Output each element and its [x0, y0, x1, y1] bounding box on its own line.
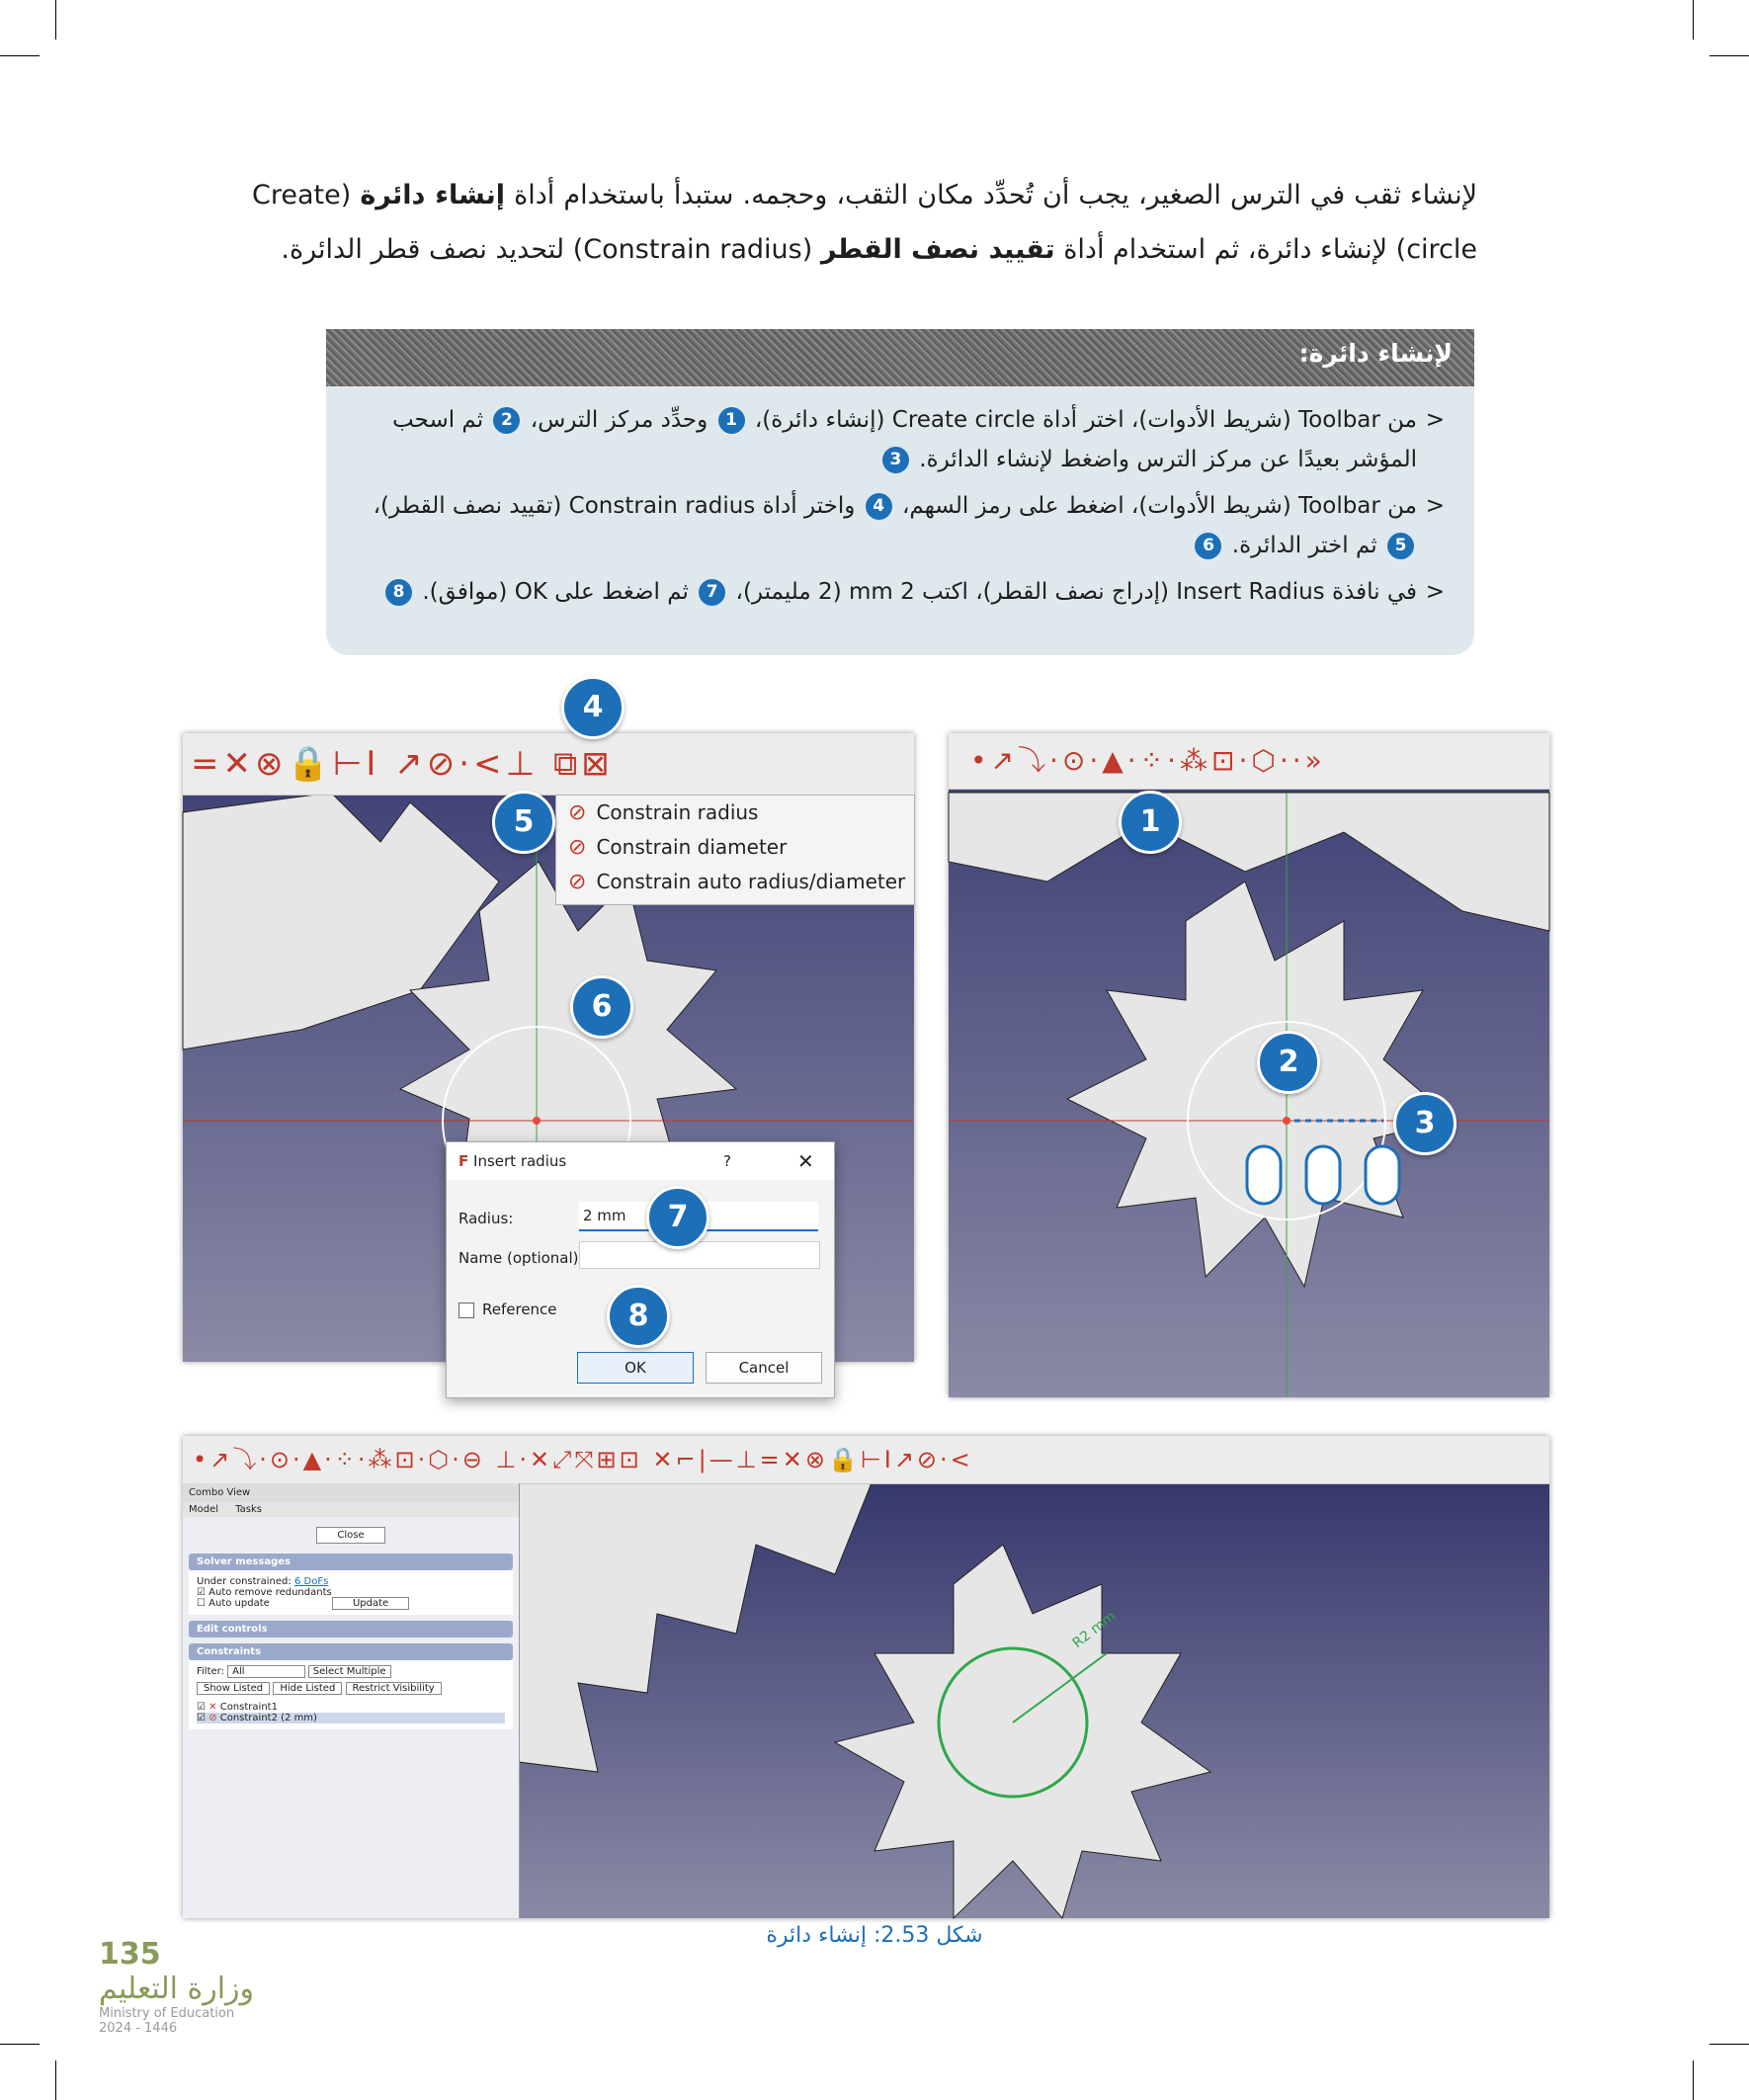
crop-mark — [1709, 2044, 1749, 2045]
step-number: 4 — [866, 493, 892, 520]
constrain-dropdown[interactable] — [555, 795, 915, 905]
hide-listed-button[interactable]: Hide Listed — [273, 1682, 342, 1695]
show-listed-button[interactable]: Show Listed — [197, 1682, 270, 1695]
callout-3: 3 — [1393, 1092, 1457, 1155]
tab-model[interactable]: Model — [189, 1504, 219, 1515]
radius-dimension-label: R2 mm — [1069, 1608, 1120, 1652]
radius-icon: ⊘ — [208, 1713, 217, 1723]
constraint-row[interactable]: ☑ ⊘ Constraint2 (2 mm) — [197, 1713, 505, 1723]
step-arrow-icon: < — [1425, 407, 1445, 433]
screenshot-create-circle — [949, 733, 1549, 1397]
callout-8: 8 — [607, 1285, 670, 1348]
year-label: 2024 - 1446 — [99, 2021, 178, 2036]
step-number: 8 — [385, 579, 412, 606]
mouse-icon — [1366, 1146, 1399, 1204]
constraints-body: Filter: All Select Multiple Show Listed Hide Listed Restrict Visibility ☑ ✕ Constraint1 ☑ ⊘ Constraint2 (2 mm) — [189, 1660, 513, 1729]
dofs-link[interactable]: 6 DoFs — [293, 1576, 329, 1587]
gear-canvas — [949, 733, 1549, 1397]
cancel-button[interactable]: Cancel — [706, 1352, 822, 1384]
radius-input[interactable]: 2 mm — [579, 1202, 818, 1231]
instruction-box-header — [326, 329, 1474, 386]
help-button[interactable]: ? — [723, 1152, 731, 1170]
radius-icon: ⊘ — [568, 800, 587, 825]
step-arrow-icon: < — [1425, 579, 1445, 605]
auto-remove-checkbox[interactable]: ☑ Auto remove redundants — [197, 1587, 332, 1598]
instruction-box-title: لإنشاء دائرة: — [1298, 339, 1453, 368]
step-number: 3 — [882, 447, 909, 473]
menu-item-constrain-radius[interactable]: ⊘ Constrain radius — [568, 800, 759, 825]
radius-label: Radius: — [458, 1210, 514, 1227]
auto-radius-icon: ⊘ — [568, 870, 587, 894]
intro-bold-constrain-radius: تقييد نصف القطر — [820, 234, 1055, 265]
step-number: 2 — [493, 407, 520, 434]
instruction-steps — [326, 386, 1474, 612]
constraints-header[interactable]: Constraints — [189, 1643, 513, 1660]
step-number: 5 — [1387, 533, 1414, 559]
crop-mark — [1693, 2060, 1694, 2100]
crop-mark — [55, 0, 56, 40]
callout-6: 6 — [570, 975, 633, 1039]
crop-mark — [55, 2060, 56, 2100]
menu-item-constrain-auto[interactable]: ⊘ Constrain auto radius/diameter — [568, 870, 906, 894]
intro-text: لإنشاء ثقب في الترس الصغير، يجب أن تُحدِّد مكان الثقب، وحجمه. ستبدأ باستخدام أداة — [505, 180, 1477, 210]
page-footer — [99, 1937, 254, 2036]
figure-caption: شكل 2.53: إنشاء دائرة — [766, 1923, 983, 1948]
panel-title: Combo View — [183, 1483, 519, 1502]
auto-update-checkbox[interactable]: ☐ Auto update Update — [197, 1598, 505, 1609]
dialog-titlebar — [447, 1142, 834, 1180]
close-task-button[interactable]: Close — [316, 1527, 384, 1544]
crop-mark — [0, 55, 40, 56]
name-input[interactable] — [579, 1241, 820, 1269]
checkbox-box[interactable] — [458, 1302, 474, 1318]
solver-messages-header[interactable]: Solver messages — [189, 1554, 513, 1570]
step-item: < في نافذة Insert Radius (إدراج نصف القطر)، اكتب 2 mm (2 مليمتر)، 7 ثم اضغط على OK (موافق). 8 — [356, 572, 1445, 612]
mouse-icon — [1306, 1146, 1340, 1204]
page-number: 135 — [99, 1937, 161, 1972]
name-label: Name (optional) — [458, 1249, 579, 1267]
insert-radius-dialog — [446, 1141, 835, 1398]
restrict-visibility-button[interactable]: Restrict Visibility — [346, 1682, 442, 1695]
update-button[interactable]: Update — [332, 1597, 409, 1610]
close-button[interactable]: ✕ — [797, 1149, 814, 1173]
tab-tasks[interactable]: Tasks — [235, 1504, 263, 1515]
crop-mark — [0, 2044, 40, 2045]
callout-1: 1 — [1119, 791, 1182, 854]
dialog-title: Insert radius — [473, 1152, 567, 1170]
freecad-icon: F — [458, 1152, 469, 1170]
panel-tabs — [183, 1502, 519, 1517]
step-number: 1 — [718, 407, 745, 434]
center-point — [533, 1117, 541, 1125]
constraint-row[interactable]: ☑ ✕ Constraint1 — [197, 1702, 278, 1713]
step-item: < من Toolbar (شريط الأدوات)، اضغط على رمز السهم، 4 واختر أداة Constrain radius (تقييد نصف القطر)، 5 ثم اختر الدائرة. 6 — [356, 486, 1445, 565]
step-number: 7 — [699, 579, 725, 606]
callout-5: 5 — [492, 791, 555, 854]
crop-mark — [1693, 0, 1694, 40]
intro-text: (Create circle) لإنشاء دائرة، ثم استخدام أداة — [252, 180, 1477, 265]
center-point — [1283, 1117, 1291, 1125]
step-item: < من Toolbar (شريط الأدوات)، اختر أداة Create circle (إنشاء دائرة)، 1 وحدِّد مركز الترس، 2 ثم اسحب المؤشر بعيدًا عن مركز الترس واضغط لإنشاء الدائرة. 3 — [356, 400, 1445, 479]
combo-view-panel — [183, 1483, 520, 1918]
ministry-english: Ministry of Education — [99, 2006, 235, 2021]
sketcher-toolbar[interactable]: •↗⤵·⊙·▲·⁘·⁂⊡·⬡··» — [949, 733, 1549, 790]
coincident-icon: ✕ — [208, 1702, 217, 1713]
mouse-icon — [1247, 1146, 1281, 1204]
step-number: 6 — [1195, 533, 1221, 559]
sketcher-toolbar[interactable]: =✕⊗🔒⊢I ↗⊘·<⊥ ⧉⊠ — [183, 733, 914, 796]
callout-4: 4 — [561, 676, 625, 739]
edit-controls-header[interactable]: Edit controls — [189, 1621, 513, 1638]
diameter-icon: ⊘ — [568, 835, 587, 860]
select-multiple-button[interactable]: Select Multiple — [308, 1665, 391, 1678]
intro-text: (Constrain radius) لتحديد نصف قطر الدائرة. — [281, 234, 821, 265]
filter-select[interactable]: All — [227, 1665, 304, 1678]
solver-messages-body: Under constrained: 6 DoFs ☑ Auto remove redundants ☐ Auto update Update — [189, 1570, 513, 1615]
instruction-box — [326, 329, 1474, 655]
callout-2: 2 — [1257, 1031, 1320, 1094]
menu-item-constrain-diameter[interactable]: ⊘ Constrain diameter — [568, 835, 788, 860]
screenshot-result — [183, 1436, 1549, 1918]
reference-checkbox[interactable]: Reference — [458, 1301, 557, 1318]
intro-bold-create-circle: إنشاء دائرة — [360, 180, 506, 210]
callout-7: 7 — [646, 1186, 709, 1249]
sketcher-toolbar[interactable]: •↗⤵·⊙·▲·⁘·⁂⊡·⬡·⊖ ⊥·✕⤢⤧⊞⊡ ✕⌐|—⊥=✕⊗🔒⊢I↗⊘·< — [183, 1436, 1549, 1484]
ministry-logo-text: وزارة التعليم — [99, 1972, 255, 2006]
step-arrow-icon: < — [1425, 493, 1445, 519]
ok-button[interactable]: OK — [577, 1352, 694, 1384]
crop-mark — [1709, 55, 1749, 56]
intro-paragraph — [252, 168, 1477, 277]
